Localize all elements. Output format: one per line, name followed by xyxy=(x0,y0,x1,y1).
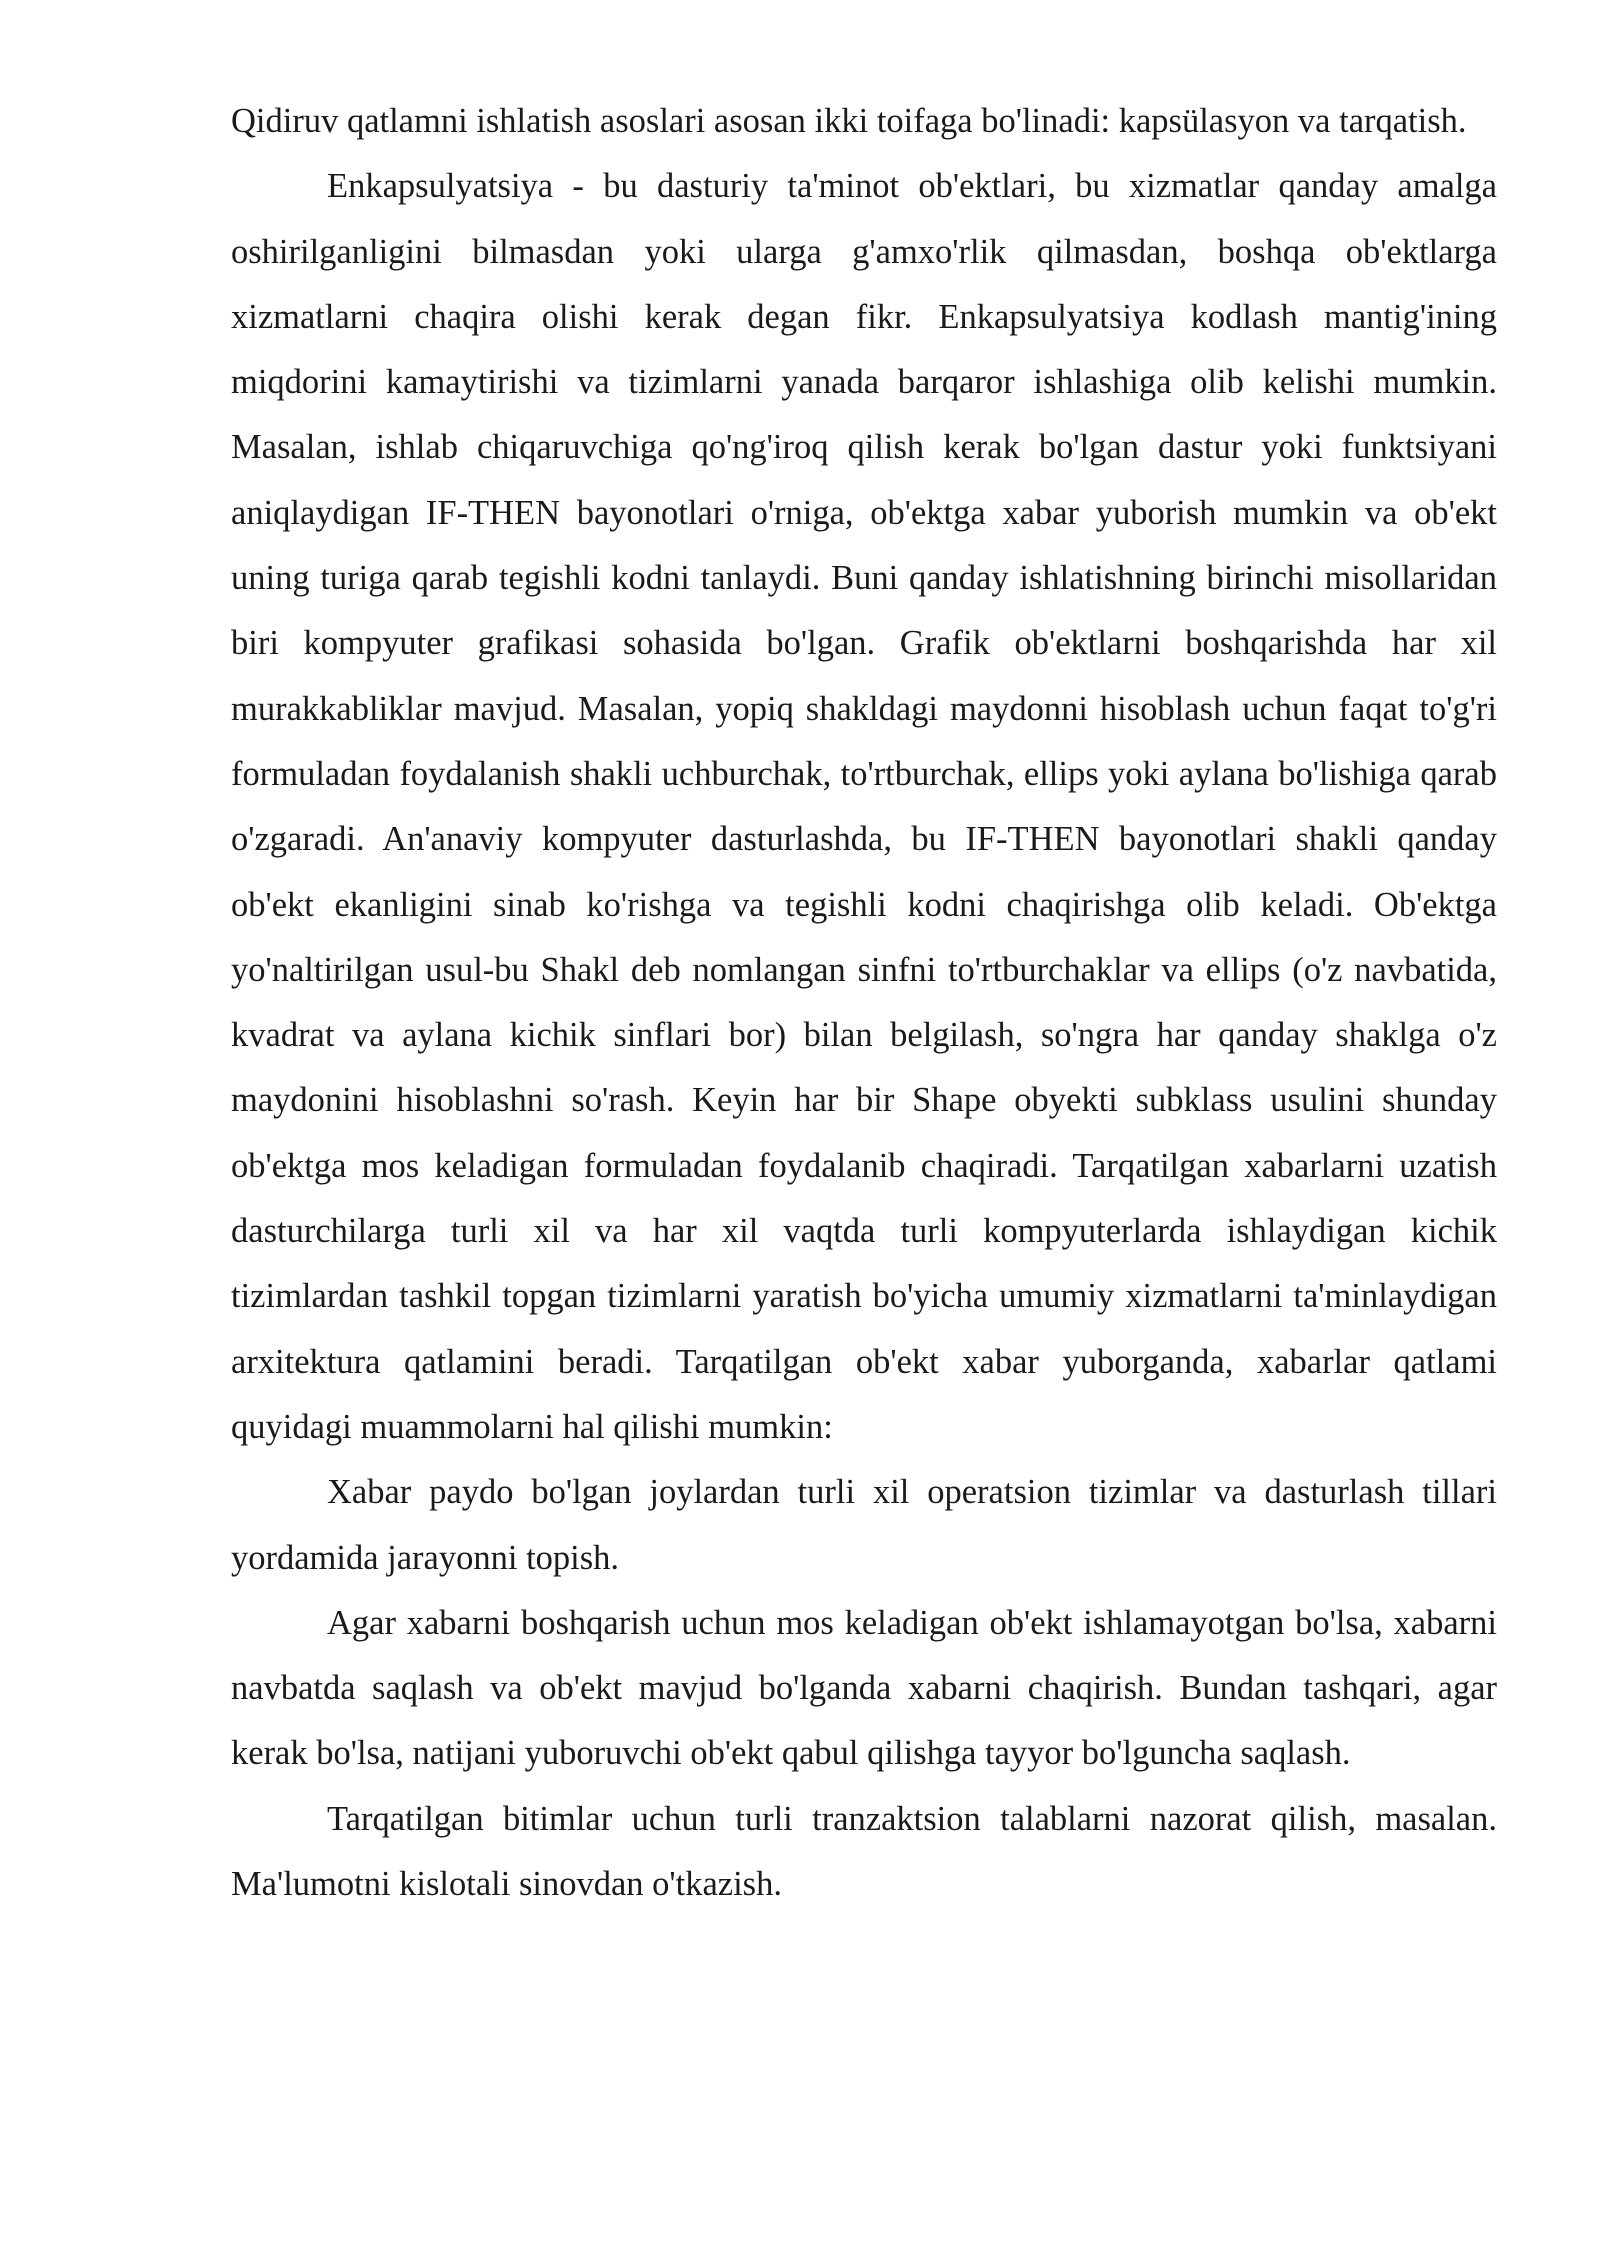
paragraph-4: Agar xabarni boshqarish uchun mos keladigan ob'ekt ishlamayotgan bo'lsa, xabarni navbatda saqlash va ob'ekt mavjud bo'lganda xabarni chaqirish. Bundan tashqari, agar kerak bo'lsa, natijani yuboruvchi ob'ekt qabul qilishga tayyor bo'lguncha saqlash. xyxy=(231,1603,1497,1773)
paragraph-2: Enkapsulyatsiya - bu dasturiy ta'minot ob'ektlari, bu xizmatlar qanday amalga oshirilganligini bilmasdan yoki ularga g'amxo'rlik qilmasdan, boshqa ob'ektlarga xizmatlarni chaqira olishi kerak degan fikr. Enkapsulyatsiya kodlash mantig'ining miqdorini kamaytirishi va tizimlarni yanada barqaror ishlashiga olib kelishi mumkin. Masalan, ishlab chiqaruvchiga qo'ng'iroq qilish kerak bo'lgan dastur yoki funktsiyani aniqlaydigan IF-THEN bayonotlari o'rniga, ob'ektga xabar yuborish mumkin va ob'ekt uning turiga qarab tegishli kodni tanlaydi. Buni qanday ishlatishning birinchi misollaridan biri kompyuter grafikasi sohasida bo'lgan. Grafik ob'ektlarni boshqarishda har xil murakkabliklar mavjud. Masalan, yopiq shakldagi maydonni hisoblash uchun faqat to'g'ri formuladan foydalanish shakli uchburchak, to'rtburchak, ellips yoki aylana bo'lishiga qarab o'zgaradi. An'anaviy kompyuter dasturlashda, bu IF-THEN bayonotlari shakli qanday ob'ekt ekanligini sinab ko'rishga va tegishli kodni chaqirishga olib keladi. Ob'ektga yo'naltirilgan usul-bu Shakl deb nomlangan sinfni to'rtburchaklar va ellips (o'z navbatida, kvadrat va aylana kichik sinflari bor) bilan belgilash, so'ngra har qanday shaklga o'z maydonini hisoblashni so'rash. Keyin har bir Shape obyekti subklass usulini shunday ob'ektga mos keladigan formuladan foydalanib chaqiradi. Tarqatilgan xabarlarni uzatish dasturchilarga turli xil va har xil vaqtda turli kompyuterlarda ishlaydigan kichik tizimlardan tashkil topgan tizimlarni yaratish bo'yicha umumiy xizmatlarni ta'minlaydigan arxitektura qatlamini beradi. Tarqatilgan ob'ekt xabar yuborganda, xabarlar qatlami quyidagi muammolarni hal qilishi mumkin: xyxy=(231,167,1497,1446)
document-body xyxy=(231,89,1497,1917)
paragraph-5: Tarqatilgan bitimlar uchun turli tranzaktsion talablarni nazorat qilish, masalan. Ma'lumotni kislotali sinovdan o'tkazish. xyxy=(231,1799,1497,1904)
paragraph-3: Xabar paydo bo'lgan joylardan turli xil operatsion tizimlar va dasturlash tillari yordamida jarayonni topish. xyxy=(231,1473,1497,1577)
paragraph-1: Qidiruv qatlamni ishlatish asoslari asosan ikki toifaga bo'linadi: kapsülasyon va tarqatish. xyxy=(231,102,1467,140)
